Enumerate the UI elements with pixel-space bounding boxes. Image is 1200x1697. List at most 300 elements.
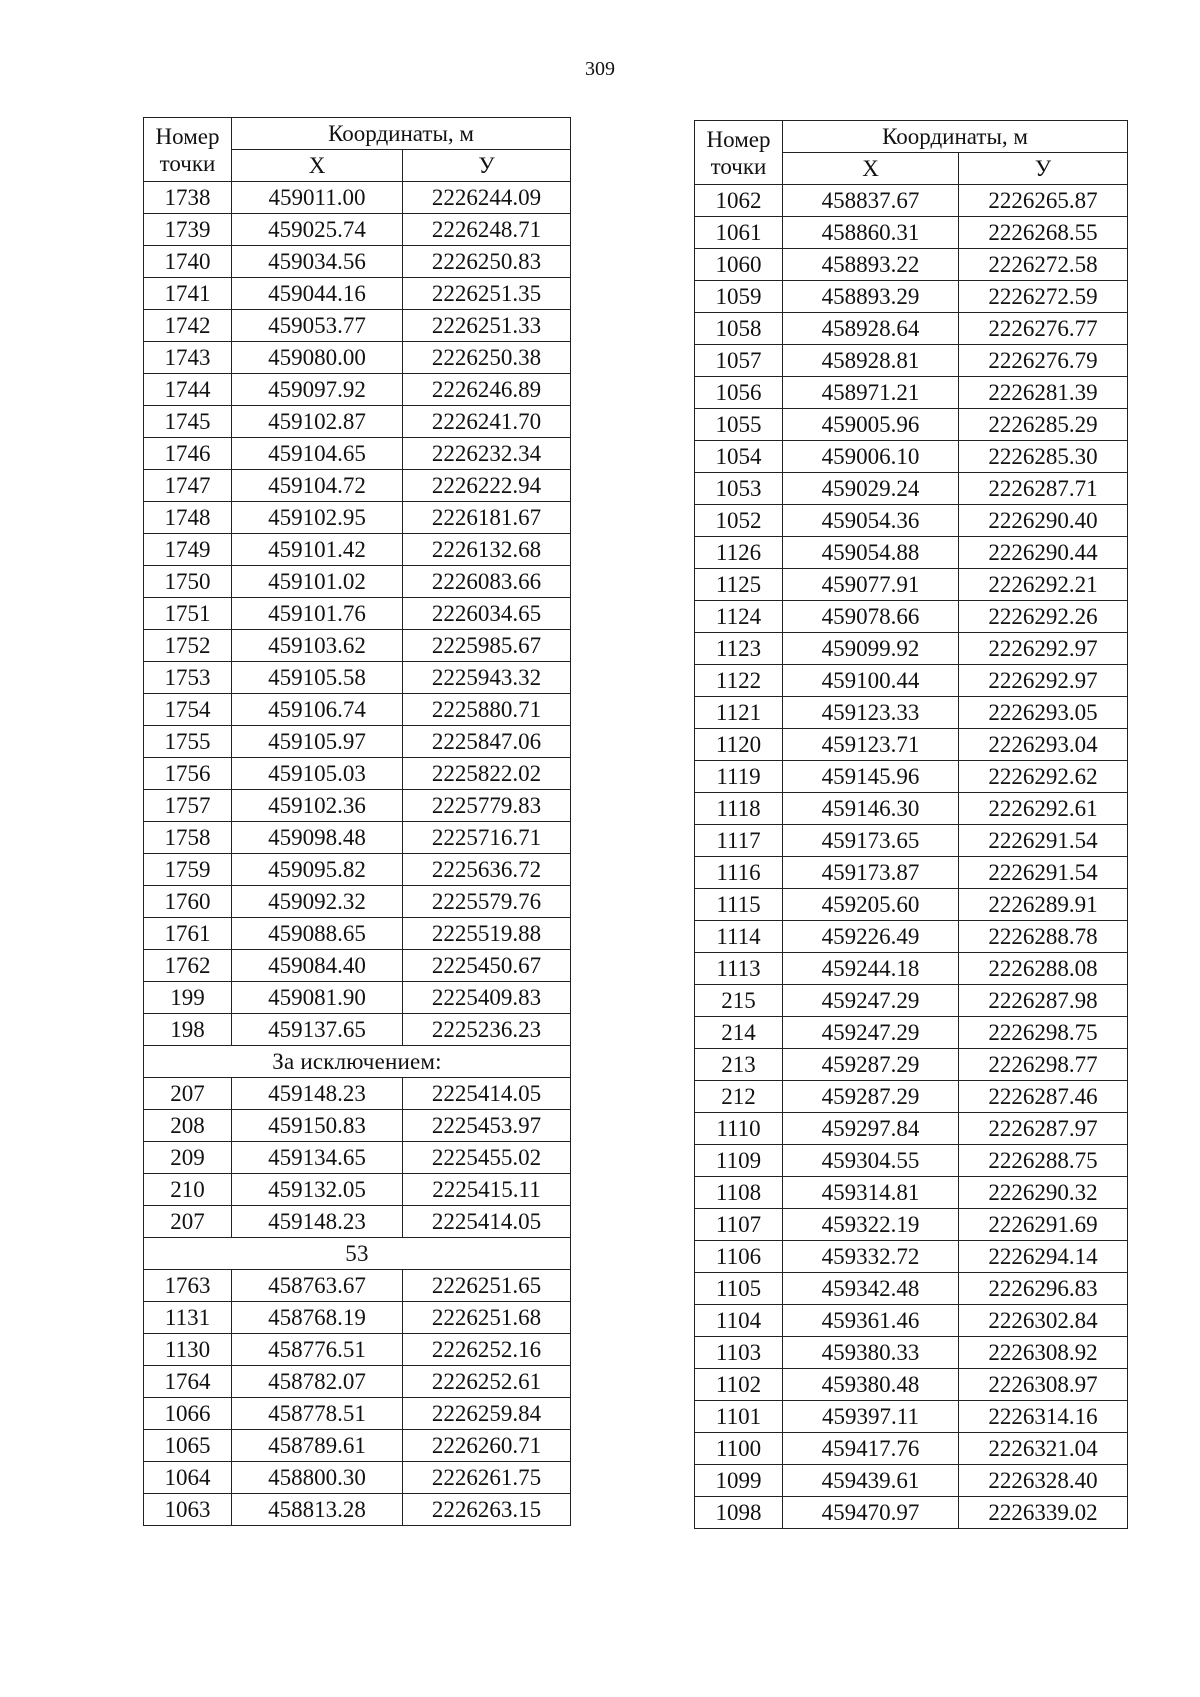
point-number-cell: 1739 — [144, 214, 232, 246]
point-number-cell: 1100 — [695, 1433, 783, 1465]
point-number-cell: 1061 — [695, 217, 783, 249]
y-coordinate-cell: 2226292.21 — [959, 569, 1128, 601]
x-coordinate-cell: 459226.49 — [783, 921, 959, 953]
x-coordinate-cell: 459098.48 — [232, 822, 403, 854]
point-number-cell: 1123 — [695, 633, 783, 665]
x-coordinate-cell: 459287.29 — [783, 1049, 959, 1081]
x-coordinate-cell: 459044.16 — [232, 278, 403, 310]
y-coordinate-cell: 2226276.77 — [959, 313, 1128, 345]
table-row — [695, 1273, 1128, 1305]
table-row — [695, 345, 1128, 377]
y-coordinate-cell: 2226298.77 — [959, 1049, 1128, 1081]
coordinates-table-right-body — [695, 185, 1128, 1529]
point-number-cell: 1110 — [695, 1113, 783, 1145]
point-number-cell: 1102 — [695, 1369, 783, 1401]
table-row — [144, 918, 571, 950]
table-row — [695, 281, 1128, 313]
x-coordinate-cell: 459205.60 — [783, 889, 959, 921]
point-number-header — [144, 118, 232, 182]
point-number-cell: 1756 — [144, 758, 232, 790]
table-row — [144, 662, 571, 694]
x-coordinate-cell: 458893.22 — [783, 249, 959, 281]
x-coordinate-cell: 459029.24 — [783, 473, 959, 505]
y-coordinate-cell: 2226250.83 — [403, 246, 571, 278]
x-coordinate-cell: 459054.88 — [783, 537, 959, 569]
y-coordinate-cell: 2226291.69 — [959, 1209, 1128, 1241]
y-coordinate-cell: 2226292.62 — [959, 761, 1128, 793]
x-coordinate-cell: 459148.23 — [232, 1206, 403, 1238]
x-coordinate-cell: 459380.48 — [783, 1369, 959, 1401]
table-row — [695, 1241, 1128, 1273]
x-coordinate-cell: 459247.29 — [783, 985, 959, 1017]
point-number-header — [695, 121, 783, 185]
y-coordinate-cell: 2226250.38 — [403, 342, 571, 374]
point-number-cell: 1751 — [144, 598, 232, 630]
y-coordinate-cell: 2226288.08 — [959, 953, 1128, 985]
table-row — [695, 825, 1128, 857]
x-coordinate-cell: 459054.36 — [783, 505, 959, 537]
x-coordinate-cell: 459297.84 — [783, 1113, 959, 1145]
y-coordinate-cell: 2226276.79 — [959, 345, 1128, 377]
y-coordinate-cell: 2226259.84 — [403, 1398, 571, 1430]
point-number-cell: 1055 — [695, 409, 783, 441]
y-coordinate-cell: 2226268.55 — [959, 217, 1128, 249]
table-row — [695, 313, 1128, 345]
table-row — [695, 761, 1128, 793]
x-coordinate-cell: 459102.95 — [232, 502, 403, 534]
y-coordinate-cell: 2225847.06 — [403, 726, 571, 758]
point-number-cell: 1760 — [144, 886, 232, 918]
x-coordinate-cell: 459084.40 — [232, 950, 403, 982]
point-number-cell: 1104 — [695, 1305, 783, 1337]
table-row — [144, 1110, 571, 1142]
table-row — [144, 1462, 571, 1494]
y-coordinate-cell: 2226246.89 — [403, 374, 571, 406]
x-coordinate-cell: 459053.77 — [232, 310, 403, 342]
point-number-cell: 1755 — [144, 726, 232, 758]
x-coordinate-cell: 459439.61 — [783, 1465, 959, 1497]
y-coordinate-cell: 2226288.78 — [959, 921, 1128, 953]
point-number-cell: 1062 — [695, 185, 783, 217]
table-row — [695, 1337, 1128, 1369]
x-coordinate-cell: 459106.74 — [232, 694, 403, 726]
table-row — [144, 1366, 571, 1398]
y-coordinate-cell: 2226251.65 — [403, 1270, 571, 1302]
x-coordinate-cell: 458813.28 — [232, 1494, 403, 1526]
x-coordinate-cell: 459101.42 — [232, 534, 403, 566]
point-number-cell: 1114 — [695, 921, 783, 953]
y-coordinate-cell: 2226287.98 — [959, 985, 1128, 1017]
x-coordinate-cell: 459380.33 — [783, 1337, 959, 1369]
point-number-cell: 1060 — [695, 249, 783, 281]
x-coordinate-cell: 459088.65 — [232, 918, 403, 950]
table-row — [144, 310, 571, 342]
x-coordinate-cell: 459105.58 — [232, 662, 403, 694]
point-number-cell: 1757 — [144, 790, 232, 822]
y-coordinate-cell: 2226260.71 — [403, 1430, 571, 1462]
table-row — [144, 694, 571, 726]
point-number-cell: 210 — [144, 1174, 232, 1206]
table-row — [695, 537, 1128, 569]
coordinates-table-right — [694, 120, 1128, 1529]
x-coordinate-cell: 459417.76 — [783, 1433, 959, 1465]
x-column-header: Х — [232, 150, 403, 182]
table-row — [695, 601, 1128, 633]
table-row — [695, 697, 1128, 729]
y-coordinate-cell: 2225822.02 — [403, 758, 571, 790]
point-number-cell: 1748 — [144, 502, 232, 534]
x-coordinate-cell: 459304.55 — [783, 1145, 959, 1177]
point-number-cell: 1117 — [695, 825, 783, 857]
y-coordinate-cell: 2225880.71 — [403, 694, 571, 726]
point-number-cell: 1759 — [144, 854, 232, 886]
table-row — [695, 377, 1128, 409]
y-column-header: У — [959, 153, 1128, 185]
point-number-cell: 215 — [695, 985, 783, 1017]
x-coordinate-cell: 459322.19 — [783, 1209, 959, 1241]
point-number-cell: 1063 — [144, 1494, 232, 1526]
x-coordinate-cell: 459247.29 — [783, 1017, 959, 1049]
y-coordinate-cell: 2226263.15 — [403, 1494, 571, 1526]
y-coordinate-cell: 2226328.40 — [959, 1465, 1128, 1497]
point-number-cell: 1119 — [695, 761, 783, 793]
table-row — [144, 630, 571, 662]
table-row — [144, 342, 571, 374]
x-coordinate-cell: 458928.64 — [783, 313, 959, 345]
table-row — [144, 1270, 571, 1302]
point-number-cell: 1118 — [695, 793, 783, 825]
x-coordinate-cell: 459005.96 — [783, 409, 959, 441]
y-coordinate-cell: 2225236.23 — [403, 1014, 571, 1046]
point-number-cell: 1056 — [695, 377, 783, 409]
point-number-cell: 1744 — [144, 374, 232, 406]
table-row — [695, 1177, 1128, 1209]
y-coordinate-cell: 2226321.04 — [959, 1433, 1128, 1465]
x-coordinate-cell: 458789.61 — [232, 1430, 403, 1462]
x-coordinate-cell: 458860.31 — [783, 217, 959, 249]
table-row — [144, 438, 571, 470]
y-coordinate-cell: 2226296.83 — [959, 1273, 1128, 1305]
y-coordinate-cell: 2226132.68 — [403, 534, 571, 566]
x-coordinate-cell: 459342.48 — [783, 1273, 959, 1305]
point-number-cell: 1753 — [144, 662, 232, 694]
table-row — [695, 1113, 1128, 1145]
table-row — [144, 214, 571, 246]
x-coordinate-cell: 459097.92 — [232, 374, 403, 406]
x-coordinate-cell: 459100.44 — [783, 665, 959, 697]
y-coordinate-cell: 2226287.46 — [959, 1081, 1128, 1113]
table-row — [144, 822, 571, 854]
y-coordinate-cell: 2226293.05 — [959, 697, 1128, 729]
y-coordinate-cell: 2226293.04 — [959, 729, 1128, 761]
table-row — [144, 758, 571, 790]
table-row — [695, 889, 1128, 921]
y-coordinate-cell: 2226302.84 — [959, 1305, 1128, 1337]
point-number-cell: 1120 — [695, 729, 783, 761]
table-row — [144, 1430, 571, 1462]
x-coordinate-cell: 459146.30 — [783, 793, 959, 825]
x-coordinate-cell: 459101.76 — [232, 598, 403, 630]
table-row — [695, 409, 1128, 441]
section-row — [144, 1238, 571, 1270]
table-row — [144, 374, 571, 406]
point-number-cell: 214 — [695, 1017, 783, 1049]
point-number-cell: 1103 — [695, 1337, 783, 1369]
y-coordinate-cell: 2225985.67 — [403, 630, 571, 662]
x-coordinate-cell: 459104.65 — [232, 438, 403, 470]
x-coordinate-cell: 458928.81 — [783, 345, 959, 377]
x-coordinate-cell: 459095.82 — [232, 854, 403, 886]
table-row — [695, 1209, 1128, 1241]
y-coordinate-cell: 2226244.09 — [403, 182, 571, 214]
y-coordinate-cell: 2225409.83 — [403, 982, 571, 1014]
point-number-cell: 1058 — [695, 313, 783, 345]
section-row — [144, 1046, 571, 1078]
table-row — [695, 953, 1128, 985]
x-coordinate-cell: 459244.18 — [783, 953, 959, 985]
y-coordinate-cell: 2226298.75 — [959, 1017, 1128, 1049]
y-coordinate-cell: 2225636.72 — [403, 854, 571, 886]
y-coordinate-cell: 2226308.92 — [959, 1337, 1128, 1369]
x-coordinate-cell: 458800.30 — [232, 1462, 403, 1494]
x-coordinate-cell: 459173.65 — [783, 825, 959, 857]
y-coordinate-cell: 2226287.97 — [959, 1113, 1128, 1145]
point-number-cell: 1754 — [144, 694, 232, 726]
y-coordinate-cell: 2225779.83 — [403, 790, 571, 822]
x-coordinate-cell: 459078.66 — [783, 601, 959, 633]
point-number-header-line2: точки — [710, 153, 767, 179]
x-coordinate-cell: 458778.51 — [232, 1398, 403, 1430]
y-coordinate-cell: 2226222.94 — [403, 470, 571, 502]
point-number-cell: 1115 — [695, 889, 783, 921]
point-number-cell: 1746 — [144, 438, 232, 470]
x-coordinate-cell: 458763.67 — [232, 1270, 403, 1302]
table-row — [144, 1142, 571, 1174]
table-row — [144, 886, 571, 918]
y-coordinate-cell: 2226290.40 — [959, 505, 1128, 537]
x-coordinate-cell: 459145.96 — [783, 761, 959, 793]
x-coordinate-cell: 458782.07 — [232, 1366, 403, 1398]
point-number-header-line1: Номер — [155, 123, 220, 149]
y-coordinate-cell: 2226241.70 — [403, 406, 571, 438]
point-number-cell: 1738 — [144, 182, 232, 214]
y-coordinate-cell: 2225414.05 — [403, 1078, 571, 1110]
table-row — [695, 1369, 1128, 1401]
y-coordinate-cell: 2226083.66 — [403, 566, 571, 598]
y-coordinate-cell: 2226232.34 — [403, 438, 571, 470]
x-coordinate-cell: 459034.56 — [232, 246, 403, 278]
point-number-cell: 207 — [144, 1206, 232, 1238]
y-coordinate-cell: 2225415.11 — [403, 1174, 571, 1206]
x-coordinate-cell: 458893.29 — [783, 281, 959, 313]
point-number-cell: 1750 — [144, 566, 232, 598]
point-number-cell: 1747 — [144, 470, 232, 502]
table-row — [695, 473, 1128, 505]
table-row — [144, 726, 571, 758]
table-row — [144, 534, 571, 566]
table-row — [695, 985, 1128, 1017]
table-row — [695, 1401, 1128, 1433]
x-coordinate-cell: 459470.97 — [783, 1497, 959, 1529]
x-coordinate-cell: 459103.62 — [232, 630, 403, 662]
point-number-cell: 1053 — [695, 473, 783, 505]
table-row — [695, 921, 1128, 953]
point-number-cell: 1741 — [144, 278, 232, 310]
y-coordinate-cell: 2226288.75 — [959, 1145, 1128, 1177]
y-coordinate-cell: 2226251.68 — [403, 1302, 571, 1334]
point-number-cell: 1109 — [695, 1145, 783, 1177]
table-row — [695, 1017, 1128, 1049]
point-number-cell: 1064 — [144, 1462, 232, 1494]
y-coordinate-cell: 2226181.67 — [403, 502, 571, 534]
point-number-cell: 1099 — [695, 1465, 783, 1497]
y-coordinate-cell: 2226252.16 — [403, 1334, 571, 1366]
table-row — [144, 854, 571, 886]
x-coordinate-cell: 459332.72 — [783, 1241, 959, 1273]
y-coordinate-cell: 2226252.61 — [403, 1366, 571, 1398]
y-coordinate-cell: 2226292.61 — [959, 793, 1128, 825]
y-coordinate-cell: 2226292.97 — [959, 665, 1128, 697]
y-coordinate-cell: 2226308.97 — [959, 1369, 1128, 1401]
x-coordinate-cell: 459361.46 — [783, 1305, 959, 1337]
y-coordinate-cell: 2225943.32 — [403, 662, 571, 694]
coordinates-header: Координаты, м — [232, 118, 571, 150]
y-coordinate-cell: 2225579.76 — [403, 886, 571, 918]
table-row — [695, 569, 1128, 601]
x-coordinate-cell: 459105.97 — [232, 726, 403, 758]
x-coordinate-cell: 458776.51 — [232, 1334, 403, 1366]
page-number: 309 — [585, 58, 615, 80]
point-number-cell: 1113 — [695, 953, 783, 985]
table-row — [144, 406, 571, 438]
y-coordinate-cell: 2225414.05 — [403, 1206, 571, 1238]
table-row — [695, 1497, 1128, 1529]
point-number-cell: 1761 — [144, 918, 232, 950]
table-row — [695, 665, 1128, 697]
table-row — [695, 505, 1128, 537]
point-number-cell: 209 — [144, 1142, 232, 1174]
point-number-cell: 1101 — [695, 1401, 783, 1433]
y-coordinate-cell: 2226287.71 — [959, 473, 1128, 505]
y-coordinate-cell: 2226289.91 — [959, 889, 1128, 921]
table-row — [144, 502, 571, 534]
x-coordinate-cell: 459101.02 — [232, 566, 403, 598]
x-coordinate-cell: 458971.21 — [783, 377, 959, 409]
y-coordinate-cell: 2226261.75 — [403, 1462, 571, 1494]
table-row — [695, 729, 1128, 761]
table-row — [144, 246, 571, 278]
table-row — [695, 217, 1128, 249]
point-number-cell: 1131 — [144, 1302, 232, 1334]
point-number-cell: 1054 — [695, 441, 783, 473]
x-coordinate-cell: 459123.71 — [783, 729, 959, 761]
y-coordinate-cell: 2226285.29 — [959, 409, 1128, 441]
y-coordinate-cell: 2226314.16 — [959, 1401, 1128, 1433]
table-row — [695, 1433, 1128, 1465]
y-coordinate-cell: 2226272.58 — [959, 249, 1128, 281]
point-number-cell: 1125 — [695, 569, 783, 601]
table-row — [695, 1081, 1128, 1113]
coordinates-table-left — [143, 117, 571, 1526]
point-number-cell: 198 — [144, 1014, 232, 1046]
x-coordinate-cell: 458837.67 — [783, 185, 959, 217]
x-coordinate-cell: 459102.36 — [232, 790, 403, 822]
point-number-cell: 1105 — [695, 1273, 783, 1305]
point-number-cell: 199 — [144, 982, 232, 1014]
x-coordinate-cell: 459077.91 — [783, 569, 959, 601]
point-number-cell: 207 — [144, 1078, 232, 1110]
x-coordinate-cell: 459025.74 — [232, 214, 403, 246]
table-row — [144, 982, 571, 1014]
point-number-cell: 1762 — [144, 950, 232, 982]
table-row — [144, 1398, 571, 1430]
y-coordinate-cell: 2226291.54 — [959, 825, 1128, 857]
x-coordinate-cell: 459150.83 — [232, 1110, 403, 1142]
point-number-header-line1: Номер — [706, 126, 771, 152]
y-coordinate-cell: 2226290.32 — [959, 1177, 1128, 1209]
point-number-cell: 212 — [695, 1081, 783, 1113]
point-number-cell: 1743 — [144, 342, 232, 374]
y-coordinate-cell: 2226290.44 — [959, 537, 1128, 569]
table-row — [695, 1145, 1128, 1177]
x-coordinate-cell: 459314.81 — [783, 1177, 959, 1209]
coordinates-table-left-body — [144, 182, 571, 1526]
x-coordinate-cell: 458768.19 — [232, 1302, 403, 1334]
x-coordinate-cell: 459102.87 — [232, 406, 403, 438]
y-coordinate-cell: 2225716.71 — [403, 822, 571, 854]
table-row — [144, 1334, 571, 1366]
point-number-cell: 208 — [144, 1110, 232, 1142]
x-coordinate-cell: 459137.65 — [232, 1014, 403, 1046]
table-row — [695, 249, 1128, 281]
point-number-cell: 1752 — [144, 630, 232, 662]
x-coordinate-cell: 459080.00 — [232, 342, 403, 374]
x-coordinate-cell: 459011.00 — [232, 182, 403, 214]
y-coordinate-cell: 2225455.02 — [403, 1142, 571, 1174]
table-row — [144, 182, 571, 214]
table-row — [144, 1302, 571, 1334]
point-number-cell: 1130 — [144, 1334, 232, 1366]
point-number-cell: 1052 — [695, 505, 783, 537]
table-row — [695, 793, 1128, 825]
point-number-cell: 1098 — [695, 1497, 783, 1529]
coordinates-header: Координаты, м — [783, 121, 1128, 153]
y-coordinate-cell: 2226291.54 — [959, 857, 1128, 889]
point-number-cell: 1065 — [144, 1430, 232, 1462]
y-column-header: У — [403, 150, 571, 182]
y-coordinate-cell: 2226292.26 — [959, 601, 1128, 633]
x-coordinate-cell: 459105.03 — [232, 758, 403, 790]
x-coordinate-cell: 459099.92 — [783, 633, 959, 665]
point-number-cell: 1749 — [144, 534, 232, 566]
table-row — [695, 857, 1128, 889]
y-coordinate-cell: 2225453.97 — [403, 1110, 571, 1142]
section-label: За исключением: — [144, 1046, 571, 1078]
point-number-cell: 1745 — [144, 406, 232, 438]
section-label: 53 — [144, 1238, 571, 1270]
y-coordinate-cell: 2226294.14 — [959, 1241, 1128, 1273]
y-coordinate-cell: 2226272.59 — [959, 281, 1128, 313]
point-number-cell: 1116 — [695, 857, 783, 889]
point-number-cell: 1059 — [695, 281, 783, 313]
x-coordinate-cell: 459173.87 — [783, 857, 959, 889]
x-coordinate-cell: 459287.29 — [783, 1081, 959, 1113]
y-coordinate-cell: 2226251.33 — [403, 310, 571, 342]
y-coordinate-cell: 2226034.65 — [403, 598, 571, 630]
x-coordinate-cell: 459006.10 — [783, 441, 959, 473]
y-coordinate-cell: 2225450.67 — [403, 950, 571, 982]
point-number-cell: 1066 — [144, 1398, 232, 1430]
